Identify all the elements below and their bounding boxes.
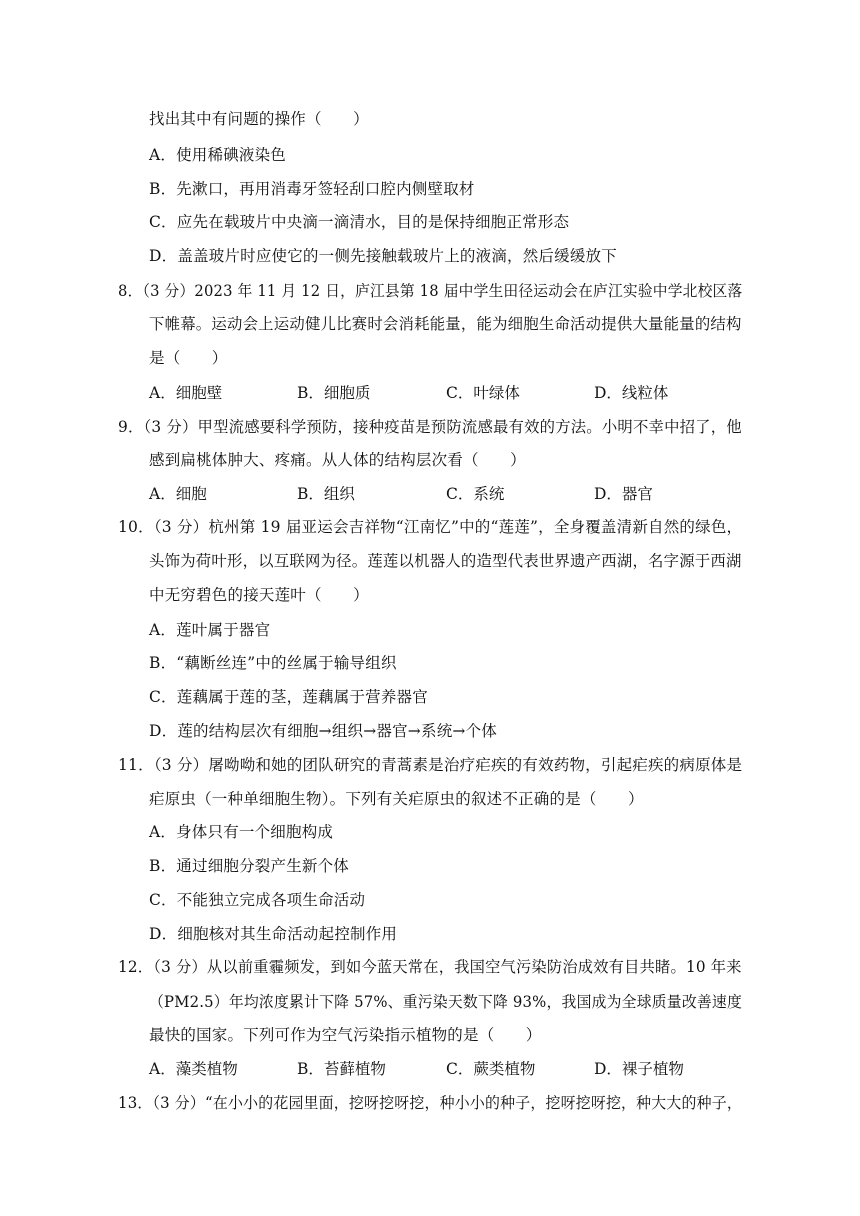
q11-option-c: C．不能独立完成各项生命活动 (149, 891, 366, 909)
q9-stem-line2: 感到扁桃体肿大、疼痛。从人体的结构层次看（ ） (149, 451, 526, 469)
q8-option-d: D．线粒体 (594, 384, 669, 402)
q8-option-b: B．细胞质 (297, 384, 371, 402)
q12-option-d: D．裸子植物 (594, 1060, 684, 1078)
q9-option-b: B．组织 (297, 485, 355, 503)
q12-stem-line3: 最快的国家。下列可作为空气污染指示植物的是（ ） (149, 1026, 542, 1044)
q9-stem-line1: 9．（3 分）甲型流感要科学预防，接种疫苗是预防流感最有效的方法。小明不幸中招了，他 (118, 418, 742, 436)
q9-option-c: C．系统 (446, 485, 505, 503)
q13-stem-line1: 13．（3 分）“在小小的花园里面，挖呀挖呀挖，种小小的种子，挖呀挖呀挖，种大大的种子， (118, 1094, 743, 1112)
q10-stem-line1: 10．（3 分）杭州第 19 届亚运会吉祥物“江南忆”中的“莲莲”，全身覆盖清新自然的绿色， (118, 518, 743, 536)
q7-option-c: C．应先在载玻片中央滴一滴清水，目的是保持细胞正常形态 (149, 213, 570, 231)
q10-option-a: A．莲叶属于器官 (149, 621, 271, 639)
q7-option-b: B．先漱口，再用消毒牙签轻刮口腔内侧壁取材 (149, 180, 475, 198)
q10-option-c: C．莲藕属于莲的茎，莲藕属于营养器官 (149, 688, 428, 706)
q7-option-d: D．盖盖玻片时应使它的一侧先接触载玻片上的液滴，然后缓缓放下 (149, 247, 617, 265)
q9-option-d: D．器官 (594, 485, 653, 503)
q8-stem-line2: 下帷幕。运动会上运动健儿比赛时会消耗能量，能为细胞生命活动提供大量能量的结构 (149, 315, 742, 333)
q11-option-a: A．身体只有一个细胞构成 (149, 823, 334, 841)
q10-option-d: D．莲的结构层次有细胞→组织→器官→系统→个体 (149, 722, 497, 740)
q8-option-a: A．细胞壁 (149, 384, 223, 402)
q12-stem-line1: 12．（3 分）从以前重霾频发，到如今蓝天常在，我国空气污染防治成效有目共睹。10 年来 (118, 958, 742, 976)
q7-option-a: A．使用稀碘液染色 (149, 146, 286, 164)
q9-option-a: A．细胞 (149, 485, 207, 503)
q11-stem-line2: 疟原虫（一种单细胞生物）。下列有关疟原虫的叙述不正确的是（ ） (149, 790, 644, 808)
q10-stem-line2: 头饰为荷叶形，以互联网为径。莲莲以机器人的造型代表世界遗产西湖，名字源于西湖 (149, 552, 742, 570)
q11-option-b: B．通过细胞分裂产生新个体 (149, 857, 349, 875)
q12-option-c: C．蕨类植物 (446, 1060, 536, 1078)
q12-option-a: A．藻类植物 (149, 1060, 238, 1078)
q10-stem-line3: 中无穷碧色的接天莲叶（ ） (149, 586, 369, 604)
q11-option-d: D．细胞核对其生命活动起控制作用 (149, 925, 398, 943)
q8-stem-line3: 是（ ） (149, 349, 228, 367)
q12-stem-line2: （PM2.5）年均浓度累计下降 57%、重污染天数下降 93%，我国成为全球质量改善速度 (149, 993, 743, 1011)
q12-option-b: B．苔藓植物 (297, 1060, 386, 1078)
q8-option-c: C．叶绿体 (446, 384, 520, 402)
q8-stem-line1: 8．（3 分）2023 年 11 月 12 日，庐江县第 18 届中学生田径运动会在庐江实验中学北校区落 (118, 282, 743, 300)
q10-option-b: B．“藕断丝连”中的丝属于输导组织 (149, 654, 397, 672)
q7-stem-end: 找出其中有问题的操作（ ） (149, 110, 369, 128)
q11-stem-line1: 11．（3 分）屠呦呦和她的团队研究的青蒿素是治疗疟疾的有效药物，引起疟疾的病原体是 (118, 756, 743, 774)
